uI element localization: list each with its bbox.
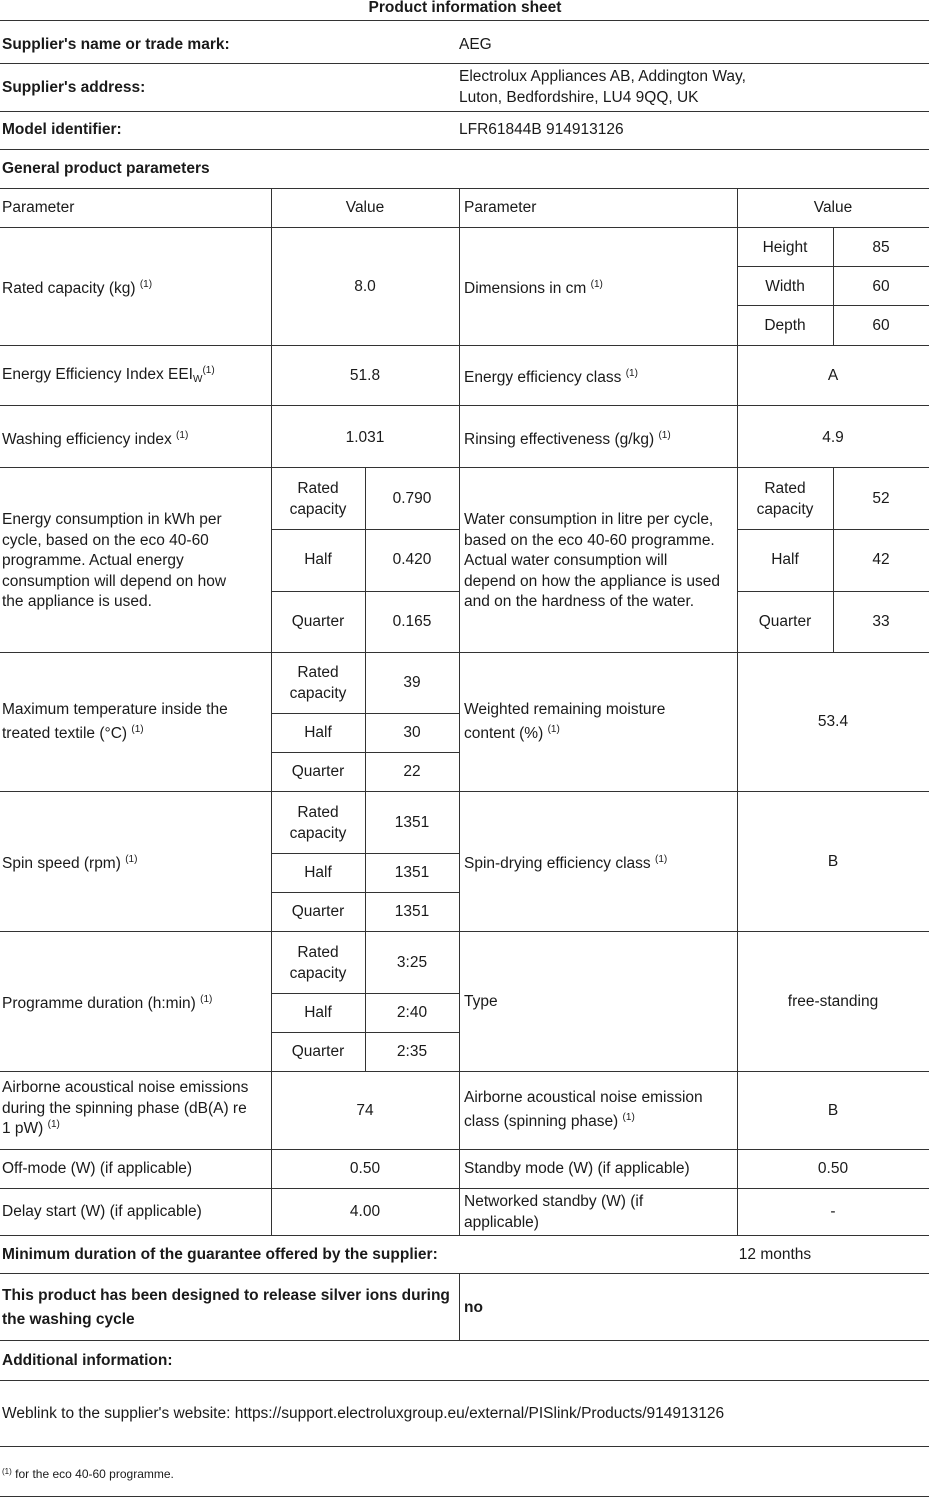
energy-consumption-label: Energy consumption in kWh per cycle, based on the eco 40-60 programme. Actual energy consumption will depend on how the appliance is used. — [2, 511, 227, 610]
silver-ions-value: no — [464, 1299, 483, 1316]
rated-capacity-label: Rated capacity — [756, 480, 814, 518]
col-head-value: Value — [813, 199, 853, 216]
row-divider — [0, 1235, 929, 1236]
row-divider — [0, 111, 929, 112]
noise-emission-value: 74 — [356, 1102, 374, 1119]
row-divider — [0, 405, 929, 406]
row-divider — [0, 931, 929, 932]
washing-index-label: Washing efficiency index $^{(1)}$ — [2, 430, 189, 448]
standby-value: 0.50 — [817, 1160, 849, 1177]
networked-standby-value: - — [830, 1203, 836, 1220]
half-label: Half — [304, 551, 332, 568]
spin-rated-value: 1351 — [394, 814, 430, 831]
width-label: Width — [765, 278, 805, 295]
type-label: Type — [464, 993, 498, 1010]
water-consumption-label: Water consumption in litre per cycle, based on the eco 40-60 programme. Actual water consumption will depend on how the appliance is used and on the hardness of the water. — [464, 511, 720, 610]
spin-half-value: 1351 — [394, 864, 430, 881]
noise-class-value: B — [827, 1102, 839, 1119]
row-divider — [0, 227, 929, 228]
row-divider — [0, 188, 929, 189]
depth-label: Depth — [764, 317, 806, 334]
networked-standby-label: Networked standby (W) (if applicable) — [464, 1193, 644, 1231]
row-divider — [0, 1340, 929, 1341]
quarter-label: Quarter — [291, 903, 345, 920]
capacity-value: 8.0 — [354, 278, 376, 295]
col-head-parameter: Parameter — [2, 199, 75, 216]
off-mode-value: 0.50 — [349, 1160, 381, 1177]
model-value: LFR61844B 914913126 — [459, 121, 624, 138]
address-line-1: Electrolux Appliances AB, Addington Way, — [459, 68, 746, 85]
footnote: $^{(1)}$ for the eco 40-60 programme. — [2, 1467, 174, 1481]
row-divider — [0, 149, 929, 150]
general-params-label: General product parameters — [2, 160, 210, 177]
spin-speed-label: Spin speed (rpm) $^{(1)}$ — [2, 854, 138, 872]
quarter-label: Quarter — [291, 763, 345, 780]
eei-value: 51.8 — [349, 367, 381, 384]
row-divider — [0, 345, 929, 346]
row-divider — [0, 1188, 929, 1189]
silver-ions-label: This product has been designed to release silver ions during the washing cycle — [2, 1287, 450, 1328]
row-divider — [0, 1071, 929, 1072]
off-mode-label: Off-mode (W) (if applicable) — [2, 1160, 193, 1177]
row-divider — [0, 1446, 929, 1447]
row-divider — [0, 20, 929, 21]
half-label: Half — [771, 551, 799, 568]
eei-label: Energy Efficiency Index $EEI_W^{(1)}$ — [2, 365, 215, 385]
col-divider — [737, 188, 738, 1235]
rated-capacity-label: Rated capacity — [289, 480, 347, 518]
col-divider — [833, 227, 834, 345]
rated-capacity-label: Rated capacity — [289, 804, 347, 842]
water-quarter-value: 33 — [872, 613, 890, 630]
address-line-2: Luton, Bedfordshire, LU4 9QQ, UK — [459, 89, 699, 106]
water-rated-value: 52 — [872, 490, 890, 507]
noise-class-label: Airborne acoustical noise emission class (spinning phase) $^{(1)}$ — [464, 1089, 703, 1130]
address-label: Supplier's address: — [2, 79, 146, 96]
col-divider — [459, 188, 460, 1235]
delay-start-value: 4.00 — [349, 1203, 381, 1220]
spin-class-value: B — [827, 853, 839, 870]
col-divider — [271, 188, 272, 1235]
row-divider — [0, 467, 929, 468]
rated-capacity-label: Rated capacity — [289, 944, 347, 982]
row-divider — [0, 1273, 929, 1274]
supplier-weblink: Weblink to the supplier's website: https://support.electroluxgroup.eu/external/PISlink/Products/914913126 — [2, 1405, 725, 1422]
row-divider — [0, 652, 929, 653]
water-half-value: 42 — [872, 551, 890, 568]
col-divider — [365, 467, 366, 1071]
temp-rated-value: 39 — [403, 674, 421, 691]
quarter-label: Quarter — [758, 613, 812, 630]
noise-emission-label: Airborne acoustical noise emissions during the spinning phase (dB(A) re 1 pW) $^{(1)}$ — [2, 1079, 249, 1137]
temp-quarter-value: 22 — [403, 763, 421, 780]
energy-rated-value: 0.790 — [392, 490, 432, 507]
spin-quarter-value: 1351 — [394, 903, 430, 920]
moisture-value: 53.4 — [817, 713, 849, 730]
supplier-value: AEG — [459, 36, 492, 53]
sheet-title: Product information sheet — [368, 0, 562, 16]
row-divider — [0, 63, 929, 64]
duration-label: Programme duration (h:min) $^{(1)}$ — [2, 994, 213, 1012]
energy-class-label: Energy efficiency class $^{(1)}$ — [464, 368, 638, 386]
energy-half-value: 0.420 — [392, 551, 432, 568]
moisture-label: Weighted remaining moisture content (%) $^{(1)}$ — [464, 701, 666, 742]
col-divider — [833, 467, 834, 652]
duration-half-value: 2:40 — [396, 1004, 428, 1021]
row-divider — [0, 1496, 929, 1497]
supplier-label: Supplier's name or trade mark: — [2, 36, 230, 53]
washing-index-value: 1.031 — [345, 429, 385, 446]
standby-label: Standby mode (W) (if applicable) — [464, 1160, 690, 1177]
depth-value: 60 — [872, 317, 890, 334]
row-divider — [0, 791, 929, 792]
spin-class-label: Spin-drying efficiency class $^{(1)}$ — [464, 854, 668, 872]
energy-quarter-value: 0.165 — [392, 613, 432, 630]
col-head-parameter: Parameter — [464, 199, 537, 216]
quarter-label: Quarter — [291, 613, 345, 630]
half-label: Half — [304, 1004, 332, 1021]
temp-half-value: 30 — [403, 724, 421, 741]
width-value: 60 — [872, 278, 890, 295]
energy-class-value: A — [827, 367, 839, 384]
quarter-label: Quarter — [291, 1043, 345, 1060]
row-divider — [0, 1149, 929, 1150]
row-divider — [0, 1380, 929, 1381]
half-label: Half — [304, 864, 332, 881]
type-value: free-standing — [787, 993, 879, 1010]
delay-start-label: Delay start (W) (if applicable) — [2, 1203, 202, 1220]
rated-capacity-label: Rated capacity — [289, 664, 347, 702]
rinsing-label: Rinsing effectiveness (g/kg) $^{(1)}$ — [464, 430, 671, 448]
half-label: Half — [304, 724, 332, 741]
rinsing-value: 4.9 — [822, 429, 844, 446]
guarantee-value: 12 months — [738, 1246, 812, 1263]
additional-info-label: Additional information: — [2, 1352, 173, 1369]
max-temperature-label: Maximum temperature inside the treated textile (°C) $^{(1)}$ — [2, 701, 228, 742]
guarantee-label: Minimum duration of the guarantee offered by the supplier: — [2, 1246, 438, 1263]
capacity-label: Rated capacity (kg) $^{(1)}$ — [2, 279, 153, 297]
col-head-value: Value — [345, 199, 385, 216]
height-label: Height — [762, 239, 808, 256]
height-value: 85 — [872, 239, 890, 256]
dimensions-label: Dimensions in cm $^{(1)}$ — [464, 279, 603, 297]
duration-quarter-value: 2:35 — [396, 1043, 428, 1060]
col-divider — [459, 1273, 460, 1340]
duration-rated-value: 3:25 — [396, 954, 428, 971]
model-label: Model identifier: — [2, 121, 122, 138]
